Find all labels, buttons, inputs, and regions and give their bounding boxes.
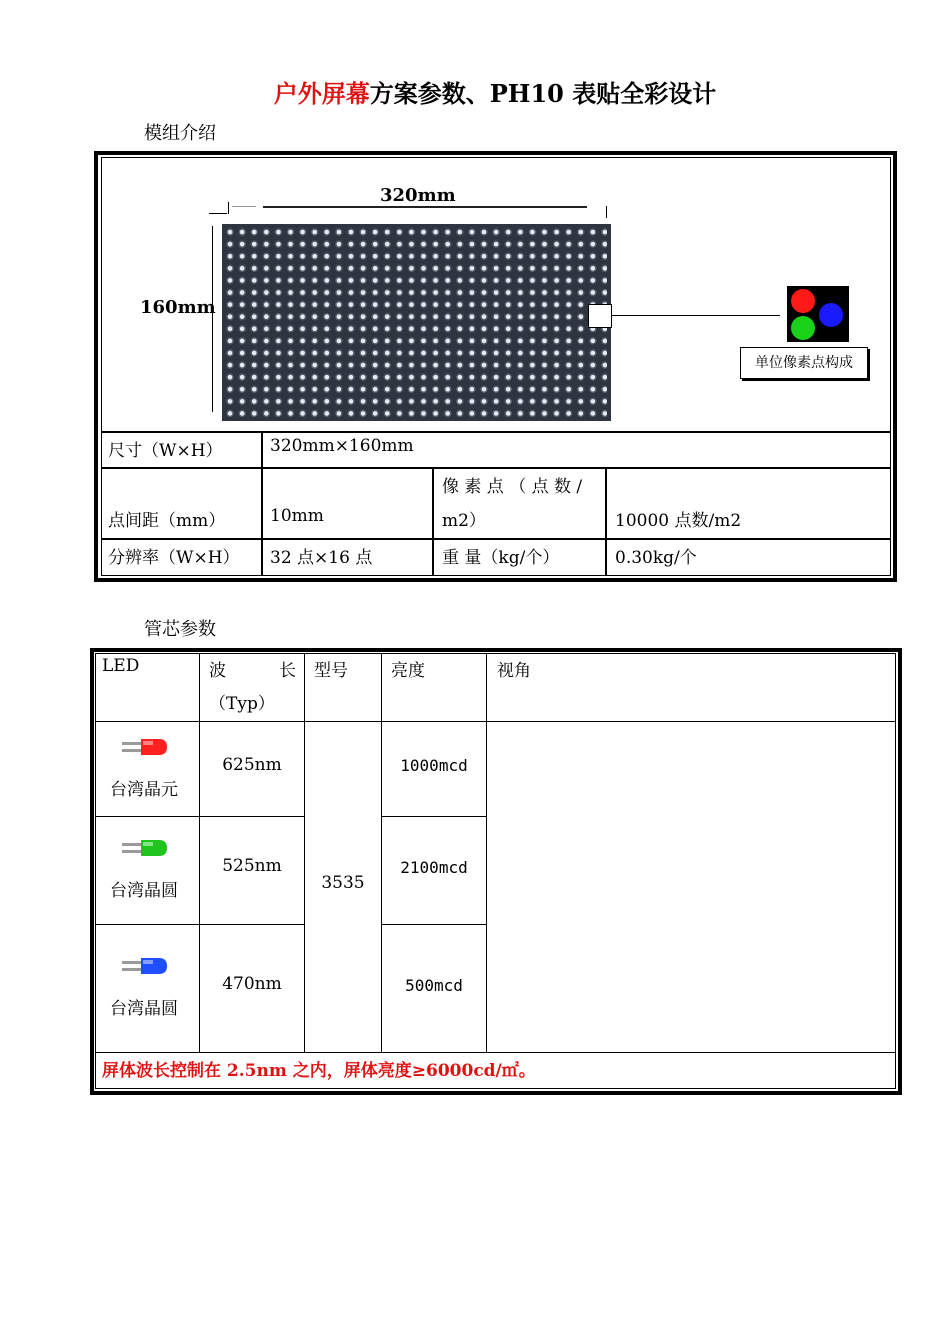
green-led-icon xyxy=(121,838,171,858)
row2-wavelength: 525nm xyxy=(222,856,282,876)
width-dim-line xyxy=(263,206,587,208)
led-footer-divider xyxy=(95,1052,896,1053)
led-col-divider xyxy=(486,653,487,1053)
pitch-value: 10mm xyxy=(270,506,324,526)
title-rest: 方案参数、PH10 表贴全彩设计 xyxy=(369,79,717,108)
row3-supplier: 台湾晶圆 xyxy=(110,999,178,1019)
red-subpixel xyxy=(791,289,815,313)
width-dim-label: 320mm xyxy=(380,185,456,206)
green-subpixel xyxy=(791,316,815,340)
led-col-divider xyxy=(304,653,305,1053)
resolution-label: 分辨率（W×H） xyxy=(108,548,240,568)
led-header-divider xyxy=(95,721,896,722)
led-section-label: 管芯参数 xyxy=(144,619,216,640)
led-row-divider xyxy=(95,816,305,817)
led-module-image xyxy=(222,224,611,421)
row1-supplier: 台湾晶元 xyxy=(110,780,178,800)
density-label-line2: m2） xyxy=(442,511,486,531)
spec-col-divider xyxy=(261,431,263,576)
led-row-divider xyxy=(381,924,487,925)
spec-row-divider xyxy=(101,467,891,469)
spec-row-divider xyxy=(101,431,891,433)
led-row-divider xyxy=(95,924,305,925)
density-label-line1: 像 素 点 （ 点 数 / xyxy=(442,477,583,497)
size-value: 320mm×160mm xyxy=(270,436,414,456)
width-dim-tick-left xyxy=(228,202,229,214)
module-section-label: 模组介绍 xyxy=(144,123,216,144)
size-label: 尺寸（W×H） xyxy=(108,441,223,461)
weight-value: 0.30kg/个 xyxy=(615,548,697,568)
pixel-legend: 单位像素点构成 xyxy=(740,347,868,379)
weight-label: 重 量（kg/个） xyxy=(442,548,560,568)
row2-brightness: 2100mcd xyxy=(400,858,468,877)
pixel-highlight-square xyxy=(588,304,612,328)
blue-led-icon xyxy=(121,956,171,976)
blue-subpixel xyxy=(819,303,843,327)
width-dim-tick-right xyxy=(606,206,607,218)
header-viewing-angle: 视角 xyxy=(497,661,531,681)
led-row-divider xyxy=(381,816,487,817)
row2-supplier: 台湾晶圆 xyxy=(110,881,178,901)
spec-col-divider xyxy=(605,467,607,576)
header-brightness: 亮度 xyxy=(391,661,425,681)
row1-wavelength: 625nm xyxy=(222,755,282,775)
header-wavelength-b: 长 xyxy=(279,661,296,681)
height-dim-label: 160mm xyxy=(140,297,216,318)
header-wavelength-typ: （Typ） xyxy=(209,694,275,714)
header-wavelength: 波 xyxy=(209,661,226,681)
row1-brightness: 1000mcd xyxy=(400,756,468,775)
pixel-callout-line xyxy=(612,315,780,316)
model-value: 3535 xyxy=(321,873,365,893)
title-highlight: 户外屏幕 xyxy=(273,79,370,108)
red-led-icon xyxy=(121,737,171,757)
density-value: 10000 点数/m2 xyxy=(615,511,742,531)
height-dim-tick-top xyxy=(209,213,227,214)
height-dim-line xyxy=(212,226,213,412)
row3-brightness: 500mcd xyxy=(405,976,463,995)
wavelength-note: 屏体波长控制在 2.5nm 之内，屏体亮度≥6000cd/㎡。 xyxy=(102,1061,536,1081)
spec-row-divider xyxy=(101,538,891,540)
resolution-value: 32 点×16 点 xyxy=(270,548,373,568)
pixel-composition-icon xyxy=(787,286,849,342)
pitch-label: 点间距（mm） xyxy=(108,511,226,531)
row3-wavelength: 470nm xyxy=(222,974,282,994)
header-led: LED xyxy=(102,656,140,676)
header-model: 型号 xyxy=(314,661,348,681)
page-title xyxy=(0,74,950,109)
width-dim-line-faint xyxy=(232,206,256,207)
spec-col-divider xyxy=(432,467,434,576)
